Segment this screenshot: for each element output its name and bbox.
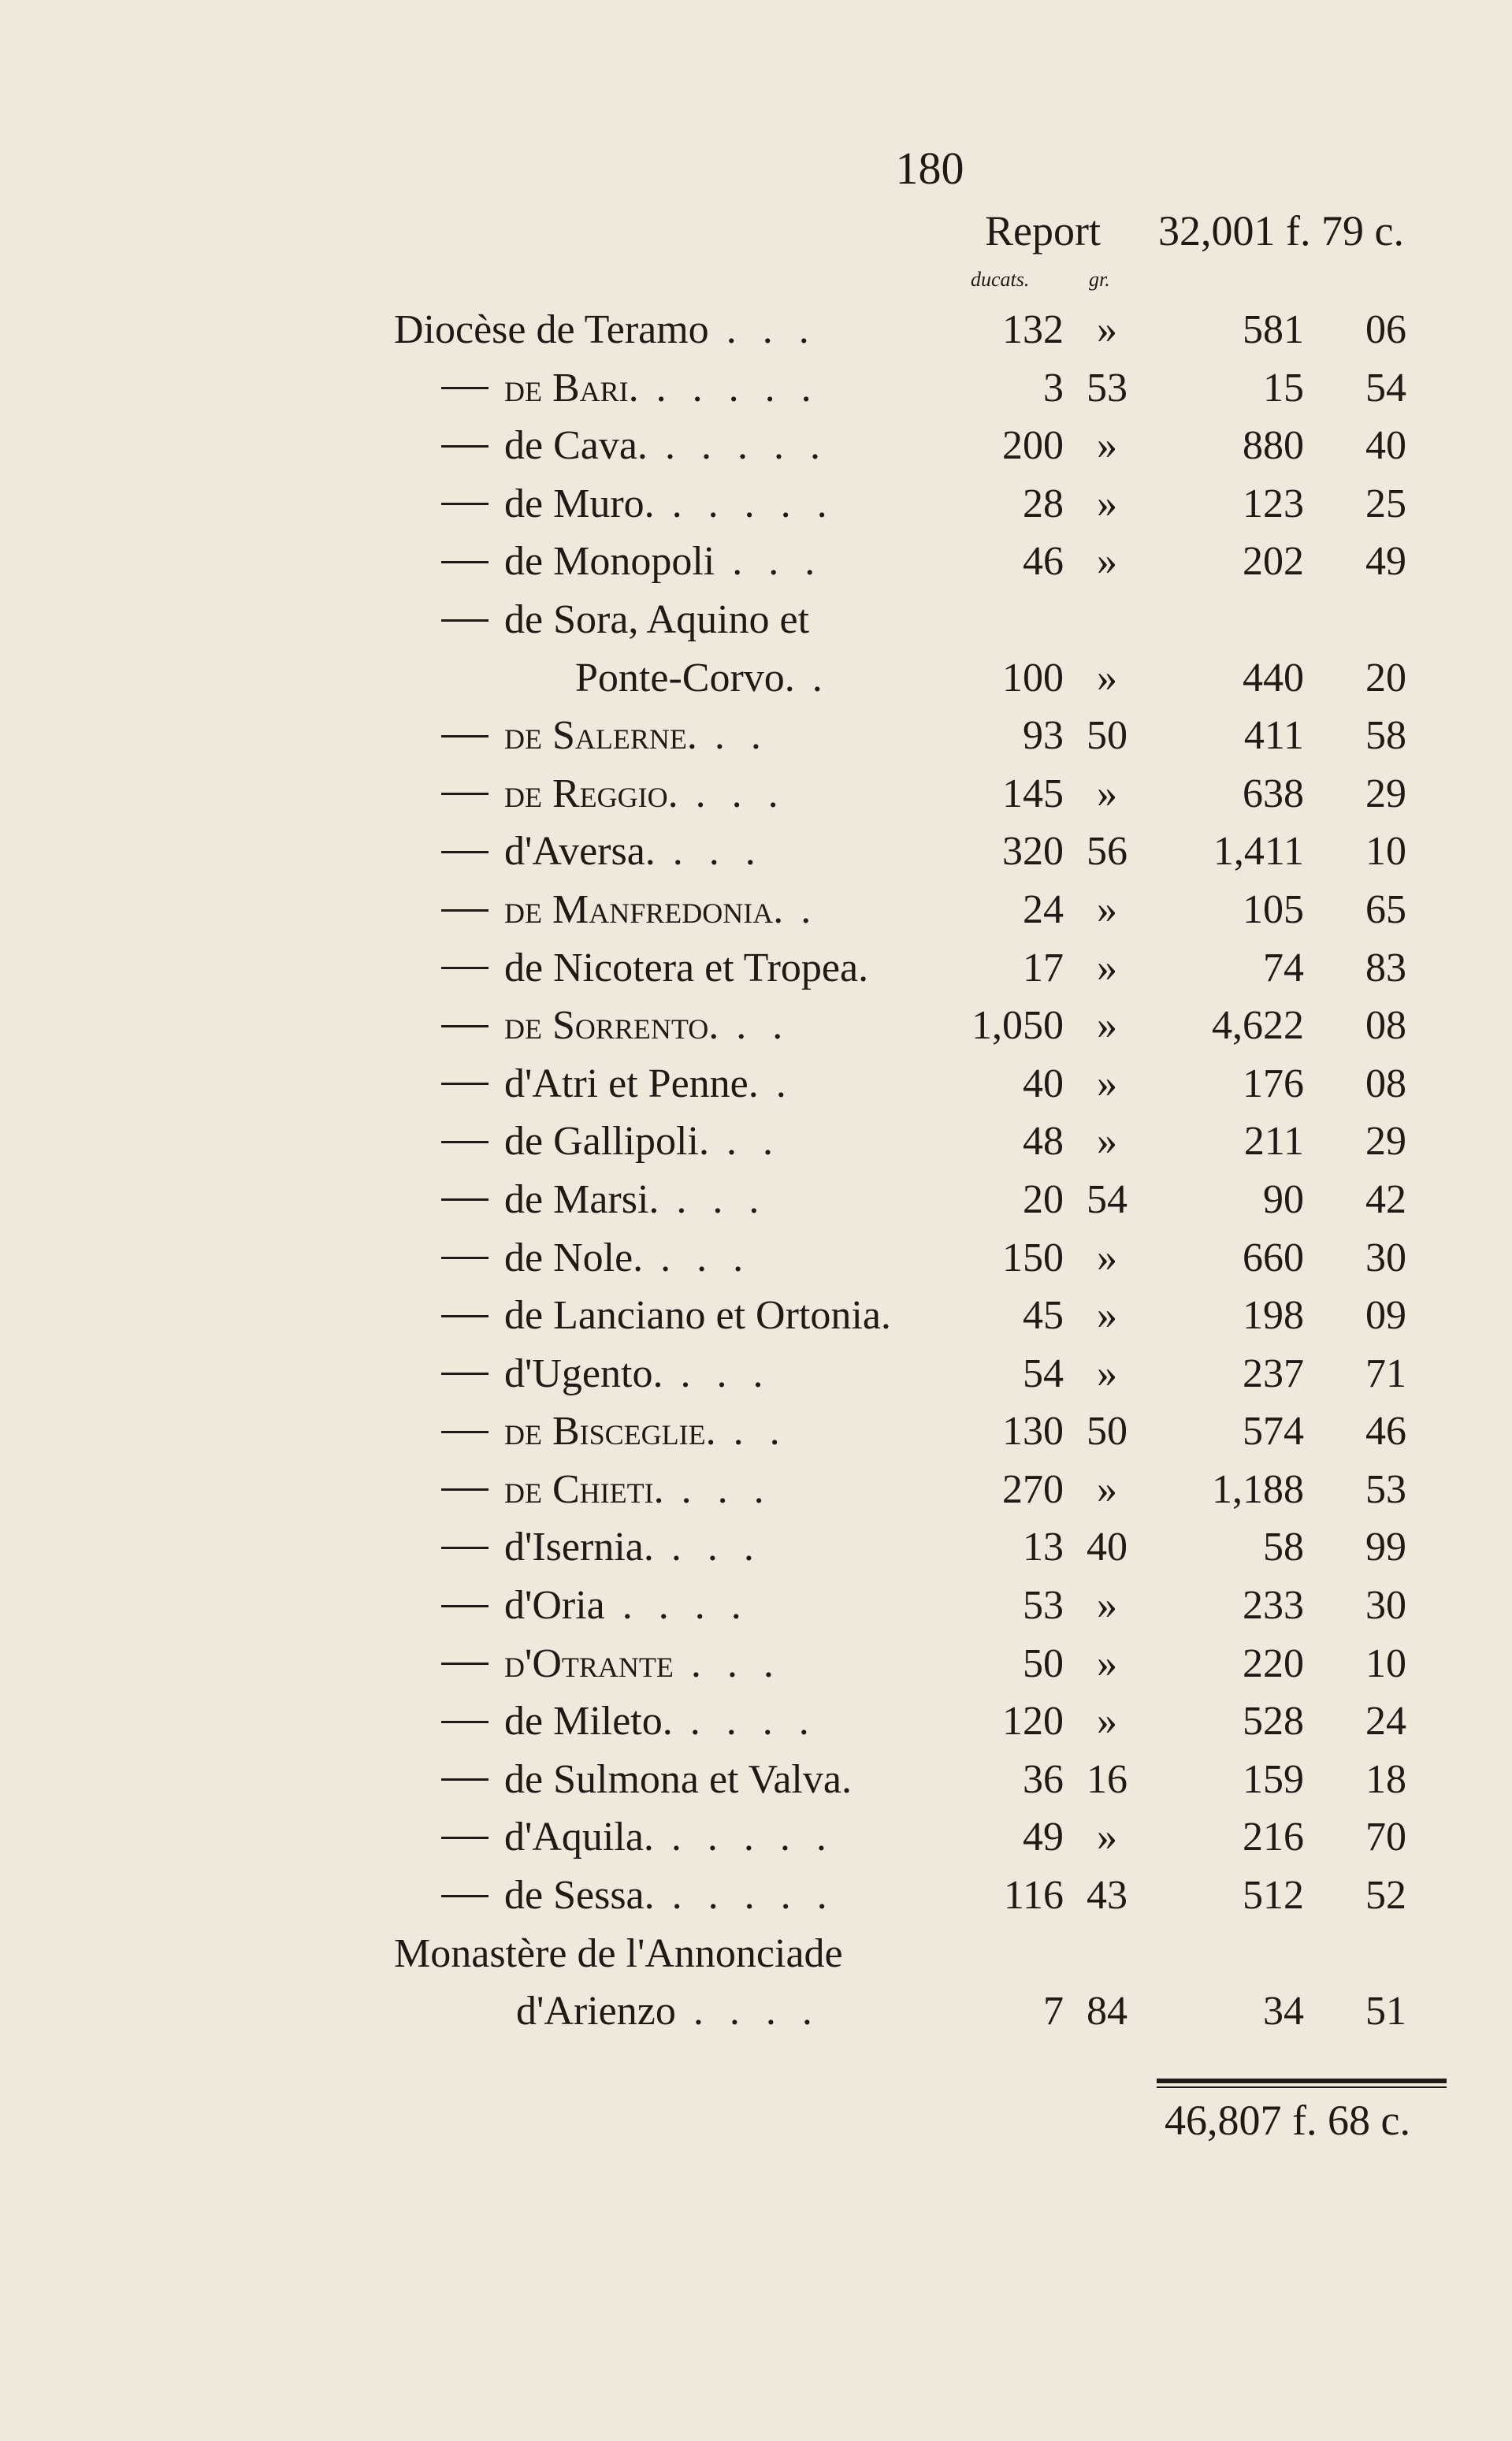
row-label bbox=[441, 591, 809, 649]
grand-total: 46,807 f. 68 c. bbox=[1165, 2097, 1410, 2144]
row-label bbox=[441, 997, 790, 1055]
diocese-name: d'Isernia. bbox=[504, 1525, 654, 1570]
francs-value: 660 bbox=[1243, 1235, 1304, 1280]
leader-dots: . bbox=[801, 886, 819, 932]
row-label bbox=[441, 1635, 782, 1693]
ducats-value: 93 bbox=[1023, 713, 1064, 759]
leader-dots: . . . bbox=[732, 539, 823, 585]
francs-value: 123 bbox=[1243, 481, 1304, 526]
grains-value: 50 bbox=[1087, 713, 1127, 759]
leader-dots: . . . bbox=[660, 1235, 752, 1280]
table-row bbox=[0, 533, 1512, 591]
grains-value: » bbox=[1097, 1351, 1117, 1396]
row-label bbox=[441, 1055, 794, 1113]
leader-dots: . . bbox=[736, 1003, 791, 1049]
ducats-value: 200 bbox=[1002, 423, 1064, 469]
row-label bbox=[516, 1982, 820, 2041]
centimes-value: 65 bbox=[1365, 886, 1406, 932]
table-row bbox=[0, 939, 1512, 998]
francs-value: 34 bbox=[1263, 1989, 1304, 2034]
diocese-name: d'Ugento. bbox=[504, 1351, 663, 1396]
centimes-value: 58 bbox=[1365, 713, 1406, 759]
ditto-dash bbox=[441, 1198, 489, 1201]
francs-value: 581 bbox=[1243, 307, 1304, 352]
leader-dots: . . . bbox=[676, 1176, 767, 1222]
row-label bbox=[441, 1403, 788, 1461]
centimes-value: 51 bbox=[1365, 1989, 1406, 2034]
table-row bbox=[0, 1867, 1512, 1925]
row-label bbox=[441, 1808, 834, 1867]
centimes-value: 30 bbox=[1365, 1583, 1406, 1629]
diocese-name: de Nole. bbox=[504, 1235, 644, 1280]
diocese-name: de Sulmona et Valva. bbox=[504, 1756, 852, 1802]
ducats-value: 116 bbox=[1003, 1873, 1064, 1919]
francs-value: 638 bbox=[1243, 771, 1304, 816]
table-row bbox=[0, 1982, 1512, 2041]
total-rule-thin bbox=[1157, 2086, 1447, 2088]
leader-dots: . . . bbox=[695, 771, 786, 816]
table-row bbox=[0, 1403, 1512, 1461]
table-row bbox=[0, 1925, 1512, 1983]
francs-value: 159 bbox=[1243, 1756, 1304, 1802]
francs-value: 74 bbox=[1263, 945, 1304, 990]
ducats-value: 20 bbox=[1023, 1176, 1064, 1222]
ditto-dash bbox=[441, 503, 489, 505]
grains-value: » bbox=[1097, 655, 1117, 700]
francs-value: 105 bbox=[1243, 886, 1304, 932]
table-row bbox=[0, 765, 1512, 823]
row-label bbox=[441, 1577, 749, 1635]
page-number: 180 bbox=[895, 143, 964, 194]
diocese-name: de Cava. bbox=[504, 423, 648, 469]
ditto-dash bbox=[441, 1837, 489, 1839]
leader-dots: . . . . bbox=[689, 1699, 817, 1744]
table-row bbox=[0, 591, 1512, 649]
row-label bbox=[441, 707, 769, 765]
grains-value: 43 bbox=[1087, 1873, 1127, 1919]
centimes-value: 30 bbox=[1365, 1235, 1406, 1280]
centimes-value: 70 bbox=[1365, 1815, 1406, 1860]
diocese-name: d'Otrante bbox=[504, 1640, 674, 1686]
centimes-value: 18 bbox=[1365, 1756, 1406, 1802]
grains-value: 53 bbox=[1087, 365, 1127, 411]
francs-value: 15 bbox=[1263, 365, 1304, 411]
row-label bbox=[441, 1113, 781, 1171]
diocese-name: d'Arienzo bbox=[516, 1989, 676, 2034]
table-row bbox=[0, 1751, 1512, 1809]
grains-value: 16 bbox=[1087, 1756, 1127, 1802]
row-label bbox=[441, 475, 835, 533]
francs-value: 411 bbox=[1243, 713, 1304, 759]
row-label bbox=[394, 1925, 843, 1983]
row-label bbox=[441, 1287, 891, 1345]
centimes-value: 29 bbox=[1365, 771, 1406, 816]
francs-value: 1,188 bbox=[1212, 1466, 1304, 1512]
grains-value: » bbox=[1097, 1003, 1117, 1049]
table-row bbox=[0, 1113, 1512, 1171]
ducats-value: 132 bbox=[1002, 307, 1064, 352]
diocese-name: de Sorrento. bbox=[504, 1003, 719, 1049]
leader-dots: . . . bbox=[726, 307, 817, 352]
table-row bbox=[0, 1692, 1512, 1751]
centimes-value: 08 bbox=[1365, 1003, 1406, 1049]
leader-dots: . . bbox=[726, 1119, 781, 1165]
table-row bbox=[0, 417, 1512, 475]
centimes-value: 25 bbox=[1365, 481, 1406, 526]
row-label bbox=[441, 1461, 772, 1519]
table-row bbox=[0, 359, 1512, 418]
francs-value: 90 bbox=[1263, 1176, 1304, 1222]
centimes-value: 09 bbox=[1365, 1293, 1406, 1339]
francs-value: 237 bbox=[1243, 1351, 1304, 1396]
diocese-name: de Muro. bbox=[504, 481, 655, 526]
centimes-value: 99 bbox=[1365, 1525, 1406, 1570]
ledger-table bbox=[0, 301, 1512, 2041]
leader-dots: . . bbox=[733, 1409, 788, 1455]
diocese-name: Diocèse de Teramo bbox=[394, 307, 709, 352]
grains-value: » bbox=[1097, 1235, 1117, 1280]
table-row bbox=[0, 1461, 1512, 1519]
grains-value: » bbox=[1097, 1061, 1117, 1106]
leader-dots: . . . . bbox=[622, 1583, 749, 1629]
ducats-value: 36 bbox=[1023, 1756, 1064, 1802]
centimes-value: 42 bbox=[1365, 1176, 1406, 1222]
ducats-value: 1,050 bbox=[971, 1003, 1064, 1049]
grains-value: » bbox=[1097, 1699, 1117, 1744]
ditto-dash bbox=[441, 1488, 489, 1491]
ditto-dash bbox=[441, 735, 489, 738]
grains-value: » bbox=[1097, 1466, 1117, 1512]
leader-dots: . . . . bbox=[693, 1989, 820, 2034]
francs-value: 233 bbox=[1243, 1583, 1304, 1629]
francs-value: 1,411 bbox=[1213, 829, 1304, 875]
column-header-ducats: ducats. bbox=[971, 268, 1030, 291]
diocese-name: de Chieti. bbox=[504, 1466, 664, 1512]
ditto-dash bbox=[441, 619, 489, 622]
grains-value: » bbox=[1097, 886, 1117, 932]
ditto-dash bbox=[441, 851, 489, 853]
diocese-name: de Mileto. bbox=[504, 1699, 673, 1744]
francs-value: 176 bbox=[1243, 1061, 1304, 1106]
leader-dots: . . . . . bbox=[671, 1873, 835, 1919]
ducats-value: 40 bbox=[1023, 1061, 1064, 1106]
leader-dots: . . . . . bbox=[671, 1815, 834, 1860]
grains-value: 50 bbox=[1087, 1409, 1127, 1455]
table-row bbox=[0, 1287, 1512, 1345]
table-row bbox=[0, 1229, 1512, 1287]
grains-value: » bbox=[1097, 539, 1117, 585]
leader-dots: . . . bbox=[672, 829, 763, 875]
diocese-name: d'Aquila. bbox=[504, 1815, 654, 1860]
ditto-dash bbox=[441, 793, 489, 795]
ditto-dash bbox=[441, 561, 489, 563]
row-label bbox=[441, 1171, 767, 1229]
centimes-value: 10 bbox=[1365, 829, 1406, 875]
row-label bbox=[441, 417, 828, 475]
table-row bbox=[0, 1171, 1512, 1229]
leader-dots: . bbox=[812, 655, 830, 700]
table-row bbox=[0, 707, 1512, 765]
grains-value: » bbox=[1097, 423, 1117, 469]
row-label bbox=[441, 823, 763, 881]
ducats-value: 49 bbox=[1023, 1815, 1064, 1860]
ducats-value: 150 bbox=[1002, 1235, 1064, 1280]
centimes-value: 08 bbox=[1365, 1061, 1406, 1106]
ditto-dash bbox=[441, 909, 489, 912]
row-label bbox=[441, 1751, 852, 1809]
ditto-dash bbox=[441, 387, 489, 389]
ditto-dash bbox=[441, 967, 489, 969]
grains-value: » bbox=[1097, 945, 1117, 990]
diocese-name: de Lanciano et Ortonia. bbox=[504, 1293, 891, 1339]
diocese-name: de Sora, Aquino et bbox=[504, 596, 810, 642]
ditto-dash bbox=[441, 445, 489, 448]
table-row bbox=[0, 1635, 1512, 1693]
ducats-value: 54 bbox=[1023, 1351, 1064, 1396]
table-row bbox=[0, 649, 1512, 708]
centimes-value: 53 bbox=[1365, 1466, 1406, 1512]
leader-dots: . . . . . bbox=[664, 423, 828, 469]
table-row bbox=[0, 1345, 1512, 1403]
diocese-name: d'Oria bbox=[504, 1583, 605, 1629]
total-rule bbox=[1157, 2079, 1447, 2083]
table-row bbox=[0, 1055, 1512, 1113]
centimes-value: 24 bbox=[1365, 1699, 1406, 1744]
diocese-name: de Bari. bbox=[504, 365, 639, 411]
francs-value: 4,622 bbox=[1212, 1003, 1304, 1049]
ducats-value: 17 bbox=[1023, 945, 1064, 990]
ducats-value: 100 bbox=[1002, 655, 1064, 700]
ducats-value: 24 bbox=[1023, 886, 1064, 932]
leader-dots: . bbox=[775, 1061, 794, 1106]
ditto-dash bbox=[441, 1025, 489, 1027]
ditto-dash bbox=[441, 1547, 489, 1549]
ducats-value: 3 bbox=[1043, 365, 1064, 411]
column-header-grains: gr. bbox=[1089, 268, 1110, 291]
table-row bbox=[0, 1808, 1512, 1867]
diocese-name: de Monopoli bbox=[504, 539, 715, 585]
table-row bbox=[0, 823, 1512, 881]
centimes-value: 40 bbox=[1365, 423, 1406, 469]
row-label bbox=[441, 939, 868, 998]
grains-value: 40 bbox=[1087, 1525, 1127, 1570]
leader-dots: . . . . . bbox=[671, 481, 835, 526]
table-row bbox=[0, 881, 1512, 939]
ditto-dash bbox=[441, 1141, 489, 1143]
ducats-value: 45 bbox=[1023, 1293, 1064, 1339]
ducats-value: 7 bbox=[1043, 1989, 1064, 2034]
ducats-value: 53 bbox=[1023, 1583, 1064, 1629]
francs-value: 58 bbox=[1263, 1525, 1304, 1570]
diocese-name: de Salerne. bbox=[504, 713, 697, 759]
report-label: Report bbox=[985, 207, 1101, 255]
ducats-value: 28 bbox=[1023, 481, 1064, 526]
grains-value: 56 bbox=[1087, 829, 1127, 875]
row-label bbox=[441, 533, 823, 591]
row-label bbox=[441, 1229, 751, 1287]
leader-dots: . . . . . bbox=[656, 365, 819, 411]
ditto-dash bbox=[441, 1083, 489, 1085]
diocese-name: d'Aversa. bbox=[504, 829, 656, 875]
grains-value: 84 bbox=[1087, 1989, 1127, 2034]
grains-value: » bbox=[1097, 1293, 1117, 1339]
ditto-dash bbox=[441, 1315, 489, 1317]
diocese-name: de Sessa. bbox=[504, 1873, 655, 1919]
leader-dots: . . bbox=[714, 713, 769, 759]
ducats-value: 120 bbox=[1002, 1699, 1064, 1744]
row-label bbox=[394, 301, 817, 359]
leader-dots: . . . bbox=[690, 1640, 782, 1686]
row-label bbox=[441, 1518, 762, 1577]
ditto-dash bbox=[441, 1605, 489, 1607]
report-total: 32,001 f. 79 c. bbox=[1158, 207, 1404, 255]
centimes-value: 06 bbox=[1365, 307, 1406, 352]
francs-value: 880 bbox=[1243, 423, 1304, 469]
ditto-dash bbox=[441, 1778, 489, 1781]
grains-value: » bbox=[1097, 1815, 1117, 1860]
ditto-dash bbox=[441, 1721, 489, 1723]
francs-value: 202 bbox=[1243, 539, 1304, 585]
table-row bbox=[0, 1577, 1512, 1635]
centimes-value: 46 bbox=[1365, 1409, 1406, 1455]
ditto-dash bbox=[441, 1431, 489, 1433]
row-label bbox=[441, 765, 786, 823]
ducats-value: 50 bbox=[1023, 1640, 1064, 1686]
centimes-value: 83 bbox=[1365, 945, 1406, 990]
francs-value: 574 bbox=[1243, 1409, 1304, 1455]
row-label bbox=[441, 1692, 817, 1751]
diocese-name: de Bisceglie. bbox=[504, 1409, 716, 1455]
table-row bbox=[0, 997, 1512, 1055]
row-label bbox=[441, 359, 819, 418]
leader-dots: . . . bbox=[671, 1525, 762, 1570]
centimes-value: 54 bbox=[1365, 365, 1406, 411]
ducats-value: 145 bbox=[1002, 771, 1064, 816]
ducats-value: 320 bbox=[1002, 829, 1064, 875]
francs-value: 528 bbox=[1243, 1699, 1304, 1744]
row-label bbox=[575, 649, 830, 708]
francs-value: 512 bbox=[1243, 1873, 1304, 1919]
ditto-dash bbox=[441, 1373, 489, 1375]
grains-value: » bbox=[1097, 1583, 1117, 1629]
ducats-value: 270 bbox=[1002, 1466, 1064, 1512]
francs-value: 440 bbox=[1243, 655, 1304, 700]
ducats-value: 130 bbox=[1002, 1409, 1064, 1455]
francs-value: 216 bbox=[1243, 1815, 1304, 1860]
grains-value: » bbox=[1097, 1640, 1117, 1686]
row-label bbox=[441, 1867, 835, 1925]
diocese-name: de Nicotera et Tropea. bbox=[504, 945, 869, 990]
francs-value: 211 bbox=[1243, 1119, 1304, 1165]
diocese-name: d'Atri et Penne. bbox=[504, 1061, 759, 1106]
centimes-value: 71 bbox=[1365, 1351, 1406, 1396]
centimes-value: 10 bbox=[1365, 1640, 1406, 1686]
diocese-name: de Gallipoli. bbox=[504, 1119, 709, 1165]
table-row bbox=[0, 301, 1512, 359]
ditto-dash bbox=[441, 1895, 489, 1897]
leader-dots: . . . bbox=[681, 1466, 772, 1512]
centimes-value: 20 bbox=[1365, 655, 1406, 700]
diocese-name: de Reggio. bbox=[504, 771, 678, 816]
centimes-value: 49 bbox=[1365, 539, 1406, 585]
francs-value: 198 bbox=[1243, 1293, 1304, 1339]
table-row bbox=[0, 475, 1512, 533]
ditto-dash bbox=[441, 1257, 489, 1259]
ducats-value: 13 bbox=[1023, 1525, 1064, 1570]
grains-value: » bbox=[1097, 307, 1117, 352]
grains-value: 54 bbox=[1087, 1176, 1127, 1222]
grains-value: » bbox=[1097, 771, 1117, 816]
row-label bbox=[441, 881, 819, 939]
centimes-value: 52 bbox=[1365, 1873, 1406, 1919]
ditto-dash bbox=[441, 1663, 489, 1665]
diocese-name: Monastère de l'Annonciade bbox=[394, 1930, 843, 1976]
ducats-value: 46 bbox=[1023, 539, 1064, 585]
leader-dots: . . . bbox=[680, 1351, 771, 1396]
table-row bbox=[0, 1518, 1512, 1577]
diocese-name: de Marsi. bbox=[504, 1176, 659, 1222]
ducats-value: 48 bbox=[1023, 1119, 1064, 1165]
row-label bbox=[441, 1345, 771, 1403]
centimes-value: 29 bbox=[1365, 1119, 1406, 1165]
grains-value: » bbox=[1097, 481, 1117, 526]
grains-value: » bbox=[1097, 1119, 1117, 1165]
diocese-name: de Manfredonia. bbox=[504, 886, 784, 932]
francs-value: 220 bbox=[1243, 1640, 1304, 1686]
diocese-name: Ponte-Corvo. bbox=[575, 655, 795, 700]
